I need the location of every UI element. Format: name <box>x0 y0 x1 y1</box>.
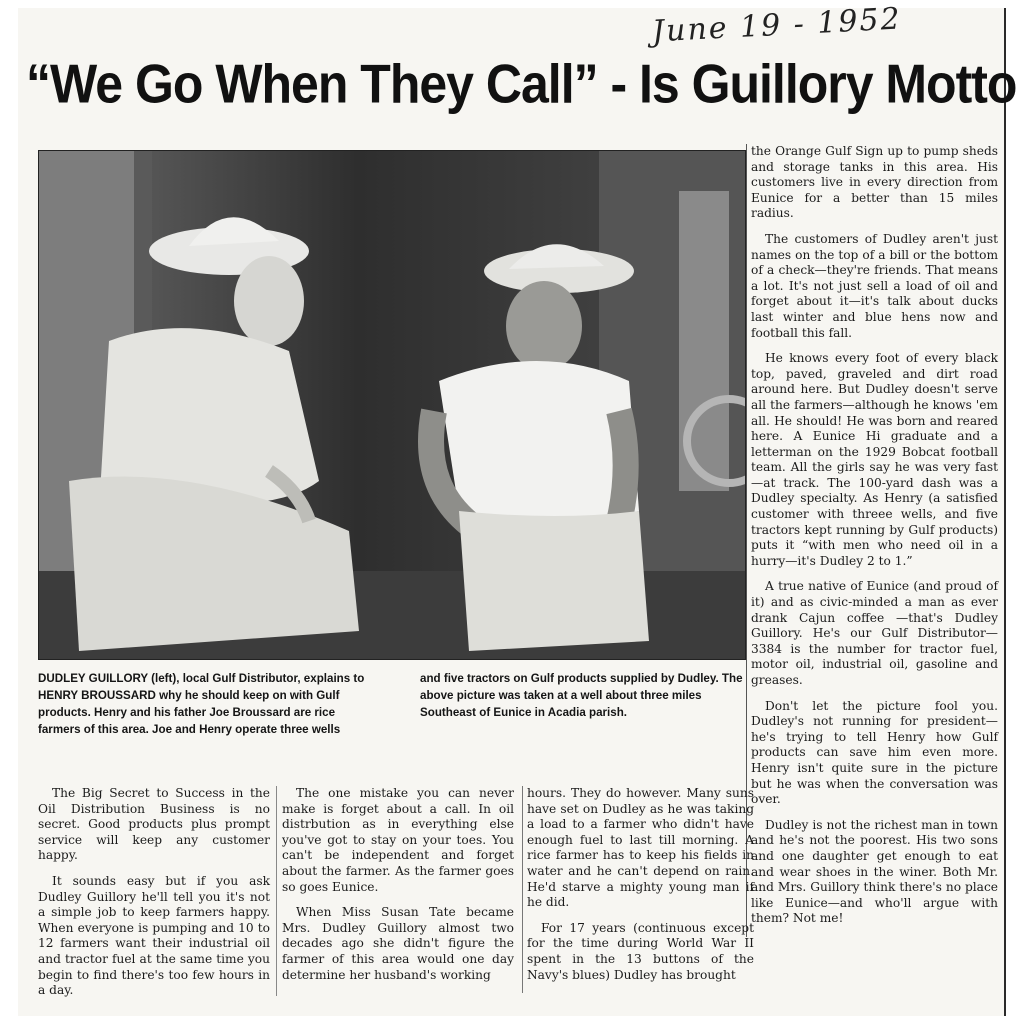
article-column-3 <box>522 786 754 993</box>
article-column-4 <box>746 144 998 937</box>
paragraph: Dudley is not the richest man in town and he's not the poorest. His two sons and one daughter get enough to eat and wear shoes in the winer. Both Mr. and Mrs. Guillory think there's no place like Eunice—and who'll argue with them? Not me! <box>751 817 998 926</box>
handwritten-date: June 19 - 1952 <box>651 1 903 50</box>
paragraph: A true native of Eunice (and proud of it) and as civic-minded a man as ever drank Cajun coffee —that's Dudley Guillory. He's our Gulf Distributor—3384 is the number for tractor fuel, motor oil, industrial oil, gasoline and greases. <box>751 579 998 687</box>
paragraph: hours. They do however. Many suns have set on Dudley as he was taking a load to a farmer who didn't have enough fuel to last till morning. A rice farmer has to keep his fields in water and he can't depend on rain. He'd starve a mighty young man if he did. <box>527 786 754 910</box>
article-column-1 <box>38 786 270 1009</box>
news-photo <box>38 150 746 660</box>
paragraph: The one mistake you can never make is forget about a call. In oil distrbution as in everything else you've got to stay on your toes. You can't be independent and forget about the farmer. As the farmer goes so goes Eunice. <box>282 786 514 894</box>
paragraph: The customers of Dudley aren't just names on the top of a bill or the bottom of a check—they're friends. That means a lot. It's not just sell a load of oil and forget about it—it's talk about ducks last winter and blue hens now and football this fall. <box>751 231 998 340</box>
photo-caption-right: and five tractors on Gulf products supplied by Dudley. The above picture was taken at a well about three miles Southeast of Eunice in Acadia parish. <box>420 672 743 719</box>
paragraph: He knows every foot of every black top, paved, graveled and dirt road around here. But Dudley doesn't serve all the farmers—although he knows 'em all. He should! He was born and reared here. A Eunice Hi graduate and a letterman on the 1929 Bobcat football team. All the girls say he was very fast—at track. The 100-yard dash was a Dudley specialty. As Henry (a satisfied customer with threee wells, and five tractors kept running by Gulf products) puts it “with men who need oil in a hurry—it's Dudley 2 to 1.” <box>751 351 998 568</box>
paragraph: It sounds easy but if you ask Dudley Guillory he'll tell you it's not a simple job to keep farmers happy. When everyone is pumping and 10 to 12 farmers want their industrial oil and tractor fuel at the same time you begin to find there's too few hours in a day. <box>38 873 270 998</box>
paragraph: the Orange Gulf Sign up to pump sheds and storage tanks in this area. His customers live in every direction from Eunice for a better than 15 miles radius. <box>751 144 998 221</box>
paragraph: For 17 years (continuous except for the time during World War II spent in the 13 buttons of the Navy's blues) Dudley has brought <box>527 920 754 982</box>
column-divider <box>276 786 277 996</box>
paragraph: The Big Secret to Success in the Oil Distribution Business is no secret. Good products plus prompt service will keep any customer happy. <box>38 786 270 863</box>
paragraph: When Miss Susan Tate became Mrs. Dudley Guillory almost two decades ago she didn't figure the farmer of this area would one day determine her husband's working <box>282 905 514 982</box>
article-column-2 <box>282 786 514 993</box>
photo-caption-left: DUDLEY GUILLORY (left), local Gulf Distributor, explains to HENRY BROUSSARD why he should keep on with Gulf products. Henry and his father Joe Broussard are rice farmers of this area. Joe and Henry operate three wells <box>38 672 365 736</box>
headline: “We Go When They Call” - Is Guillory Motto <box>26 53 1017 115</box>
paragraph: Don't let the picture fool you. Dudley's not running for president—he's trying to tell Henry how Gulf products can save him even more. Henry isn't quite sure in the picture but he was when the conversation was over. <box>751 698 998 807</box>
